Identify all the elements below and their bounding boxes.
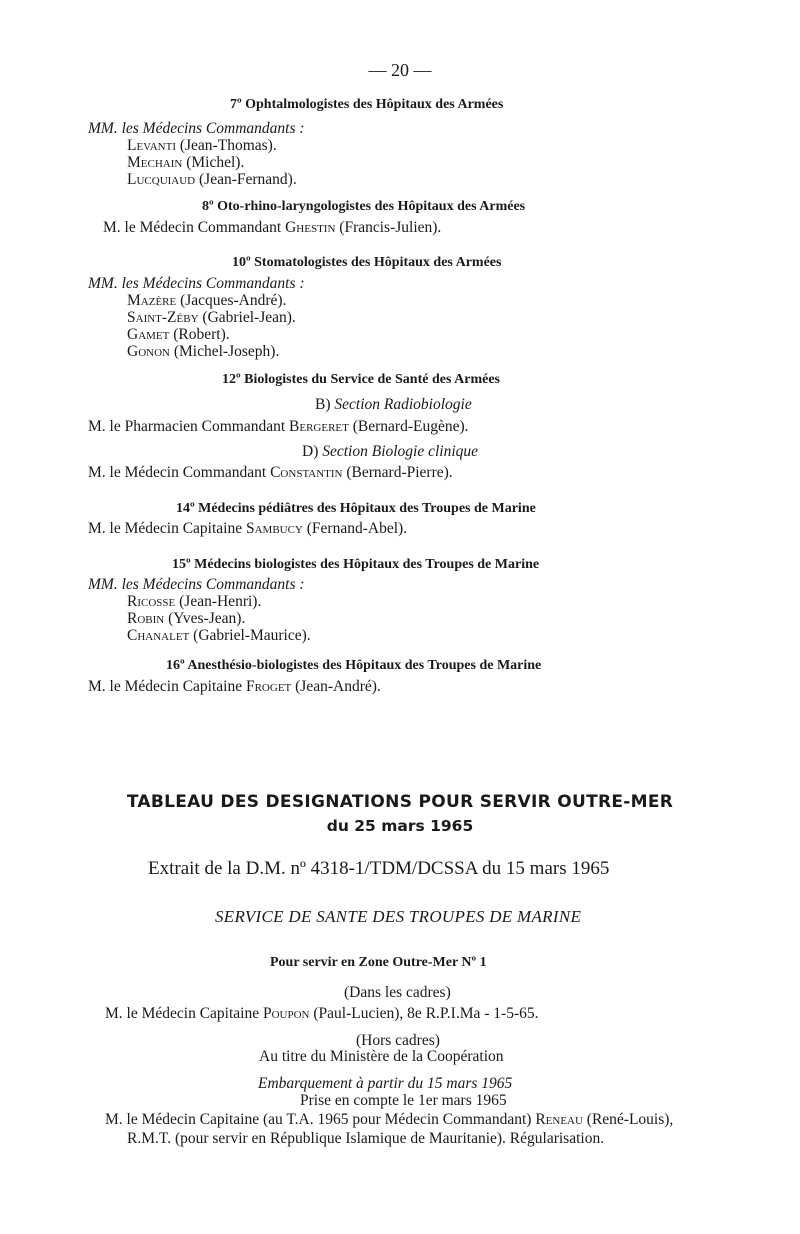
- list-item: [127, 137, 277, 155]
- subsection-name: Section Biologie clinique: [322, 443, 479, 460]
- extract-reference: Extrait de la D.M. nº 4318-1/TDM/DCSSA du 15 mars 1965: [148, 858, 610, 879]
- section-12b-entry: [88, 418, 469, 436]
- given-names: (Francis-Julien).: [335, 219, 442, 236]
- surname: Ghestin: [285, 219, 336, 236]
- cooperation-label: Au titre du Ministère de la Coopération: [259, 1048, 504, 1065]
- entry-prefix: M. le Médecin Capitaine: [105, 1005, 263, 1022]
- entry-prefix: M. le Médecin Capitaine: [88, 520, 246, 537]
- section-14-heading: 14º Médecins pédiâtres des Hôpitaux des Troupes de Marine: [176, 501, 536, 516]
- given-names: (Michel).: [182, 154, 245, 171]
- entry-details: (Paul-Lucien), 8e R.P.I.Ma - 1-5-65.: [309, 1005, 539, 1022]
- list-item: [127, 292, 286, 310]
- hors-cadres-label: (Hors cadres): [356, 1032, 440, 1049]
- service-name: SERVICE DE SANTE DES TROUPES DE MARINE: [215, 907, 582, 926]
- surname: Chanalet: [127, 627, 190, 644]
- list-item: [127, 343, 279, 361]
- section-14-entry: [88, 520, 407, 538]
- list-item: [127, 627, 311, 645]
- given-names: (Jean-André).: [291, 678, 381, 695]
- surname: Levanti: [127, 137, 176, 154]
- surname: Mechain: [127, 154, 183, 171]
- surname: Gamet: [127, 326, 170, 343]
- given-names: (Jean-Thomas).: [175, 137, 277, 154]
- entry-prefix: M. le Médecin Commandant: [88, 464, 271, 481]
- section-16-entry: [88, 678, 381, 696]
- list-item: [127, 593, 261, 611]
- given-names: (Jean-Fernand).: [195, 171, 297, 188]
- surname: Constantin: [270, 464, 343, 481]
- section-16-heading: 16º Anesthésio-biologistes des Hôpitaux des Troupes de Marine: [166, 658, 542, 673]
- reneau-entry: [105, 1111, 673, 1129]
- given-names: (Bernard-Eugène).: [348, 418, 469, 435]
- list-item: [127, 309, 296, 327]
- entry-prefix: M. le Médecin Capitaine (au T.A. 1965 pour Médecin Commandant): [105, 1111, 536, 1128]
- surname: Bergeret: [289, 418, 349, 435]
- entry-prefix: M. le Pharmacien Commandant: [88, 418, 290, 435]
- section-12d-entry: [88, 464, 453, 482]
- dans-cadres-label: (Dans les cadres): [344, 984, 451, 1001]
- section-7-intro: MM. les Médecins Commandants :: [88, 120, 305, 137]
- given-names: (René-Louis),: [582, 1111, 674, 1128]
- page-number: — 20 —: [368, 60, 432, 80]
- tableau-title: TABLEAU DES DESIGNATIONS POUR SERVIR OUTRE-MER: [126, 792, 674, 812]
- surname: Mazère: [127, 292, 177, 309]
- given-names: (Jacques-André).: [176, 292, 287, 309]
- list-item: [127, 154, 244, 172]
- surname: Reneau: [535, 1111, 583, 1128]
- given-names: (Jean-Henri).: [175, 593, 262, 610]
- surname: Froget: [245, 678, 292, 695]
- subsection-b-title: [315, 396, 472, 414]
- given-names: (Bernard-Pierre).: [342, 464, 453, 481]
- given-names: (Gabriel-Jean).: [198, 309, 296, 326]
- surname: Gonon: [127, 343, 170, 360]
- section-8-heading: 8º Oto-rhino-laryngologistes des Hôpitaux des Armées: [202, 199, 526, 214]
- subsection-name: Section Radiobiologie: [334, 396, 472, 413]
- list-item: [127, 610, 245, 628]
- given-names: (Fernand-Abel).: [302, 520, 408, 537]
- surname: Sambucy: [245, 520, 303, 537]
- section-10-intro: MM. les Médecins Commandants :: [88, 275, 305, 292]
- prise-en-compte-label: Prise en compte le 1er mars 1965: [300, 1092, 507, 1109]
- surname: Robin: [127, 610, 165, 627]
- surname: Poupon: [262, 1005, 310, 1022]
- surname: Saint-Zéby: [127, 309, 199, 326]
- poupon-entry: [105, 1005, 539, 1023]
- given-names: (Yves-Jean).: [164, 610, 246, 627]
- surname: Lucquiaud: [127, 171, 196, 188]
- subsection-letter: D): [302, 443, 323, 460]
- embarquement-label: Embarquement à partir du 15 mars 1965: [258, 1075, 513, 1092]
- entry-prefix: M. le Médecin Commandant: [103, 219, 286, 236]
- given-names: (Robert).: [169, 326, 230, 343]
- surname: Ricosse: [127, 593, 176, 610]
- given-names: (Michel-Joseph).: [169, 343, 280, 360]
- entry-prefix: M. le Médecin Capitaine: [88, 678, 246, 695]
- zone-heading: Pour servir en Zone Outre-Mer Nº 1: [270, 955, 487, 970]
- list-item: [127, 326, 230, 344]
- section-7-heading: 7º Ophtalmologistes des Hôpitaux des Armées: [230, 97, 504, 112]
- section-15-intro: MM. les Médecins Commandants :: [88, 576, 305, 593]
- subsection-letter: B): [315, 396, 335, 413]
- subsection-d-title: [302, 443, 478, 461]
- list-item: [127, 171, 297, 189]
- section-8-entry: [103, 219, 441, 237]
- reneau-entry-continued: R.M.T. (pour servir en République Islamique de Mauritanie). Régularisation.: [127, 1130, 605, 1147]
- section-12-heading: 12º Biologistes du Service de Santé des Armées: [222, 372, 500, 387]
- section-10-heading: 10º Stomatologistes des Hôpitaux des Armées: [232, 255, 502, 270]
- section-15-heading: 15º Médecins biologistes des Hôpitaux des Troupes de Marine: [172, 557, 540, 572]
- given-names: (Gabriel-Maurice).: [189, 627, 311, 644]
- tableau-date: du 25 mars 1965: [326, 817, 474, 835]
